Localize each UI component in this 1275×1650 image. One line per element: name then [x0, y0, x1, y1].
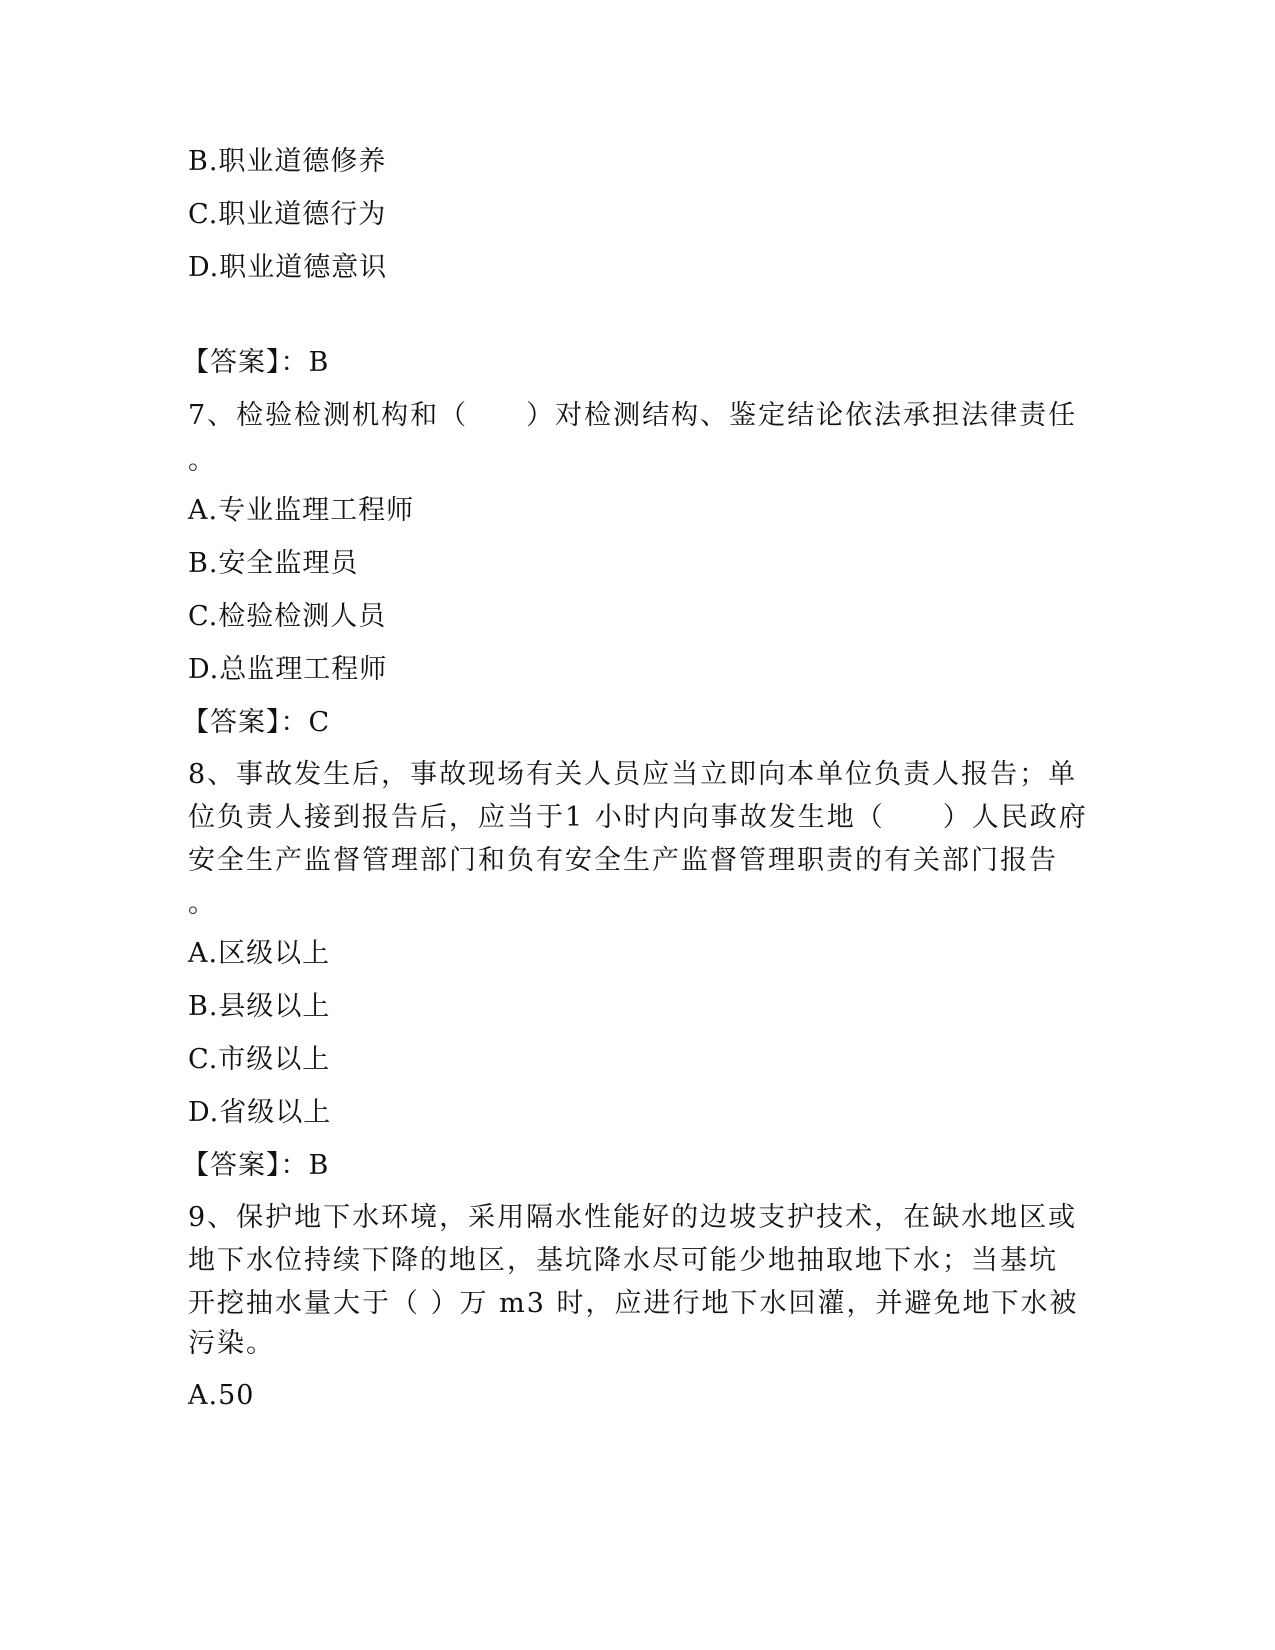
- q7-option-b: B.安全监理员: [188, 548, 359, 579]
- q8-answer: 【答案】：B: [182, 1150, 330, 1181]
- q7-question-line-1: 7、检验检测机构和（ ）对检测结构、鉴定结论依法承担法律责任: [188, 400, 1078, 431]
- q9-question-line-4: 污染。: [188, 1328, 275, 1359]
- q6-option-d: D.职业道德意识: [188, 252, 388, 283]
- q7-answer: 【答案】：C: [182, 707, 331, 738]
- q8-option-a: A.区级以上: [188, 938, 331, 969]
- q8-option-d: D.省级以上: [188, 1097, 332, 1128]
- q8-option-c: C.市级以上: [188, 1044, 331, 1075]
- q7-option-a: A.专业监理工程师: [188, 495, 415, 526]
- q6-option-b: B.职业道德修养: [188, 146, 387, 177]
- q9-question-line-1: 9、保护地下水环境，采用隔水性能好的边坡支护技术，在缺水地区或: [188, 1202, 1078, 1233]
- q9-option-a: A.50: [188, 1380, 255, 1411]
- q6-option-c: C.职业道德行为: [188, 199, 387, 230]
- q8-question-line-1: 8、事故发生后，事故现场有关人员应当立即向本单位负责人报告；单: [188, 759, 1078, 790]
- q8-question-line-4: 。: [188, 888, 217, 919]
- q9-question-line-2: 地下水位持续下降的地区，基坑降水尽可能少地抽取地下水；当基坑: [188, 1245, 1058, 1276]
- q9-question-line-3: 开挖抽水量大于（ ）万 m3 时，应进行地下水回灌，并避免地下水被: [188, 1288, 1079, 1319]
- q8-question-line-2: 位负责人接到报告后，应当于1 小时内向事故发生地（ ）人民政府: [188, 802, 1088, 833]
- q8-option-b: B.县级以上: [188, 991, 331, 1022]
- q8-question-line-3: 安全生产监督管理部门和负有安全生产监督管理职责的有关部门报告: [188, 845, 1058, 876]
- q6-answer: 【答案】：B: [182, 347, 330, 378]
- q7-option-d: D.总监理工程师: [188, 654, 388, 685]
- q7-question-line-2: 。: [188, 445, 217, 476]
- q7-option-c: C.检验检测人员: [188, 601, 387, 632]
